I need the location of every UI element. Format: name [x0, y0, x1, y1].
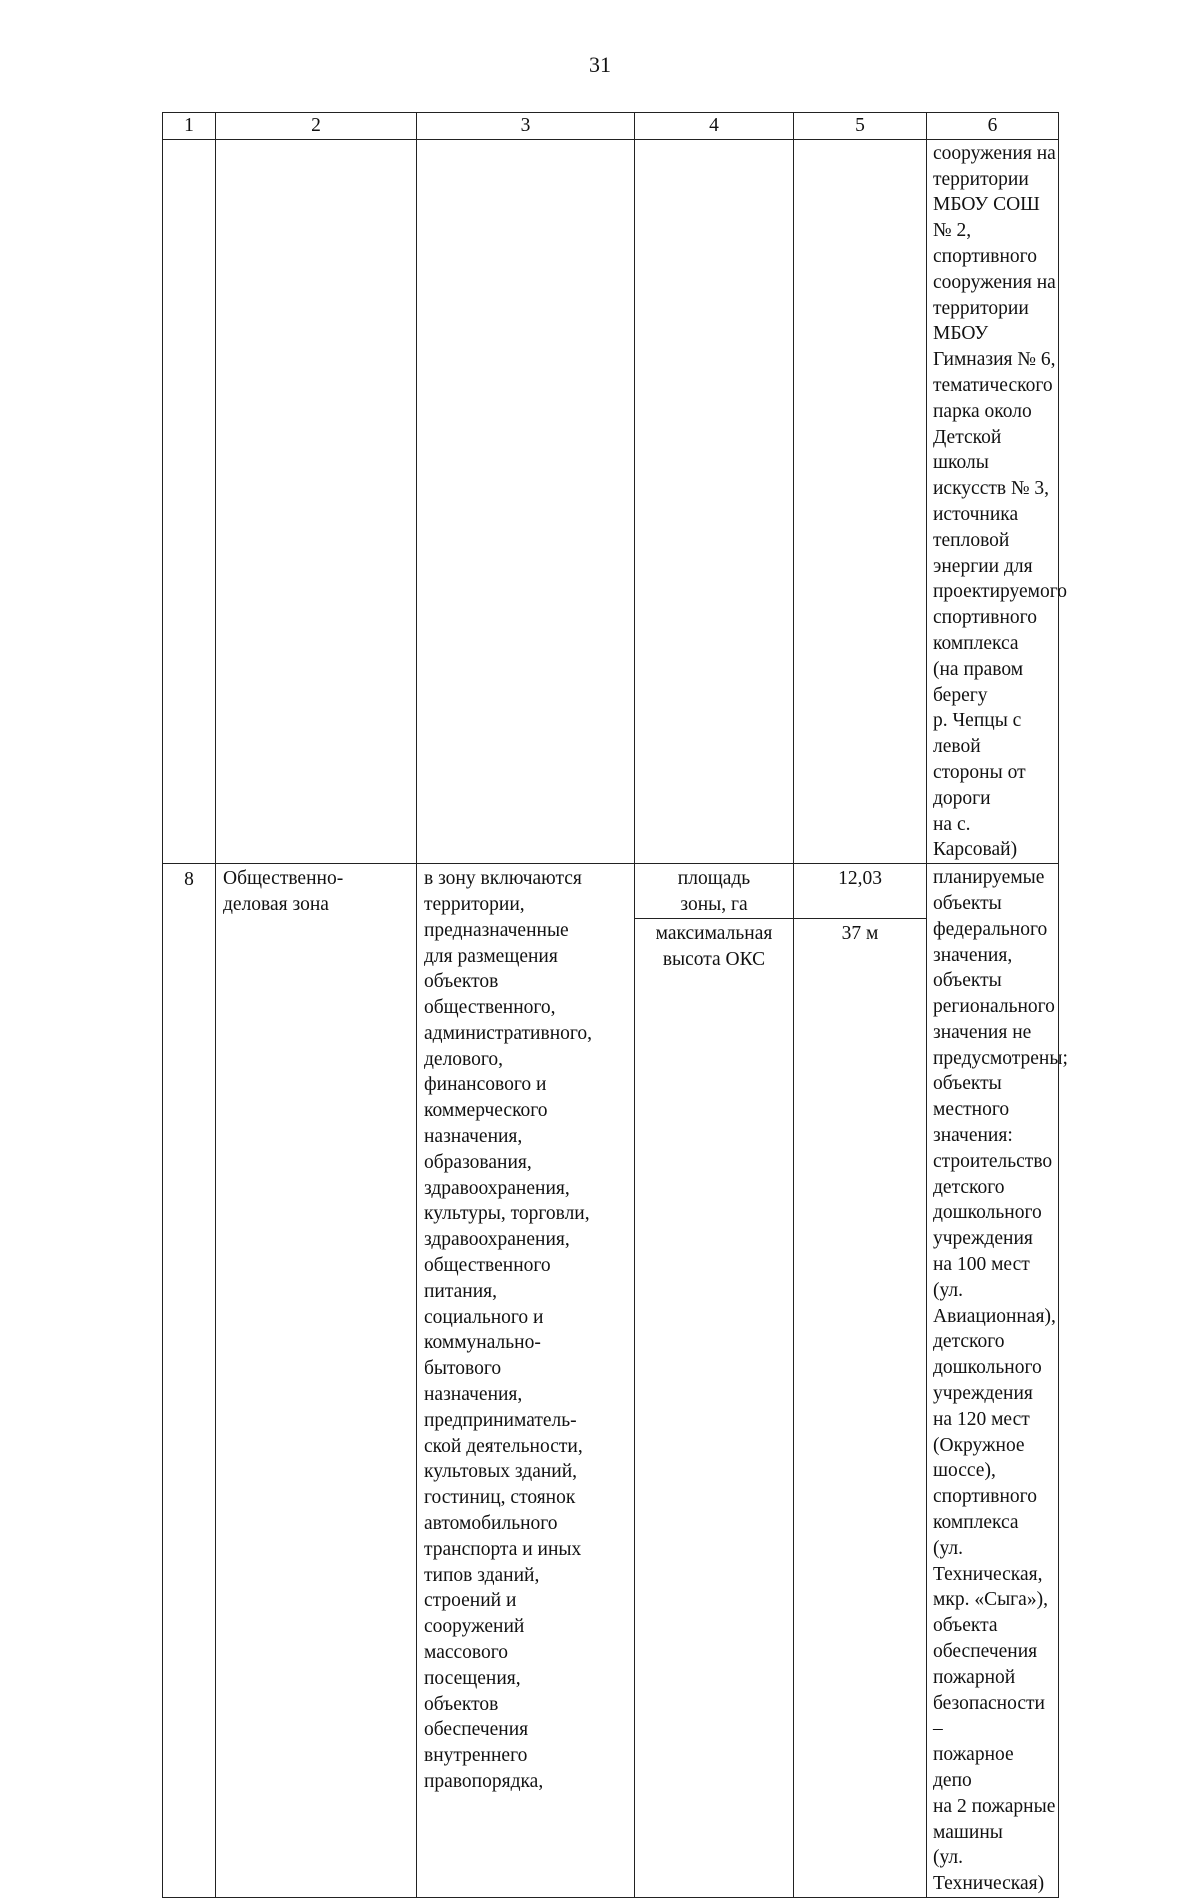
- param-height-value: 37 м: [794, 918, 927, 1897]
- continuation-row: [163, 139, 1059, 863]
- table-row-8a: [163, 864, 1059, 919]
- cont-col-4: [635, 139, 794, 863]
- header-col-6: 6: [927, 113, 1059, 140]
- param-area-value: 12,03: [794, 864, 927, 919]
- page-number: 31: [589, 52, 611, 77]
- header-col-4: 4: [635, 113, 794, 140]
- planned-objects: планируемые объекты федерального значения, объекты регионального значения не предусмотрены; объекты местного значения: строительство детского дошкольного учреждения на 100 мест (ул. Авиационная), детского дошкольного учреждения на 120 мест (Окружное шоссе), спортивного комплекса (ул. Техническая, мкр. «Сыга»), объекта обеспечения пожарной безопасности – пожарное депо на 2 пожарные машины (ул. Техническая): [927, 864, 1059, 1898]
- param-area-label: площадь зоны, га: [635, 864, 794, 919]
- cont-col-2: [216, 139, 417, 863]
- cont-planned-objects: сооружения на территории МБОУ СОШ № 2, спортивного сооружения на территории МБОУ Гимназия № 6, тематического парка около Детской школы искусств № 3, источника тепловой энергии для проектируемого спортивного комплекса (на правом берегу р. Чепцы с левой стороны от дороги на с. Карсовай): [927, 139, 1059, 863]
- cont-col-1: [163, 139, 216, 863]
- header-col-2: 2: [216, 113, 417, 140]
- row-number: 8: [163, 864, 216, 1898]
- header-col-1: 1: [163, 113, 216, 140]
- cont-col-3: [417, 139, 635, 863]
- cont-col-5: [794, 139, 927, 863]
- zones-table: [162, 112, 1068, 1898]
- header-col-3: 3: [417, 113, 635, 140]
- zone-name: Общественно- деловая зона: [216, 864, 417, 1898]
- header-col-5: 5: [794, 113, 927, 140]
- param-height-label: максимальная высота ОКС: [635, 918, 794, 1897]
- zone-description: в зону включаются территории, предназначенные для размещения объектов общественного, административного, делового, финансового и коммерческого назначения, образования, здравоохранения, культуры, торговли, здравоохранения, общественного питания, социального и коммунально- бытового назначения, предприниматель- ской деятельности, культовых зданий, гостиниц, стоянок автомобильного транспорта и иных типов зданий, строений и сооружений массового посещения, объектов обеспечения внутреннего правопорядка,: [417, 864, 635, 1898]
- header-row: [163, 113, 1059, 140]
